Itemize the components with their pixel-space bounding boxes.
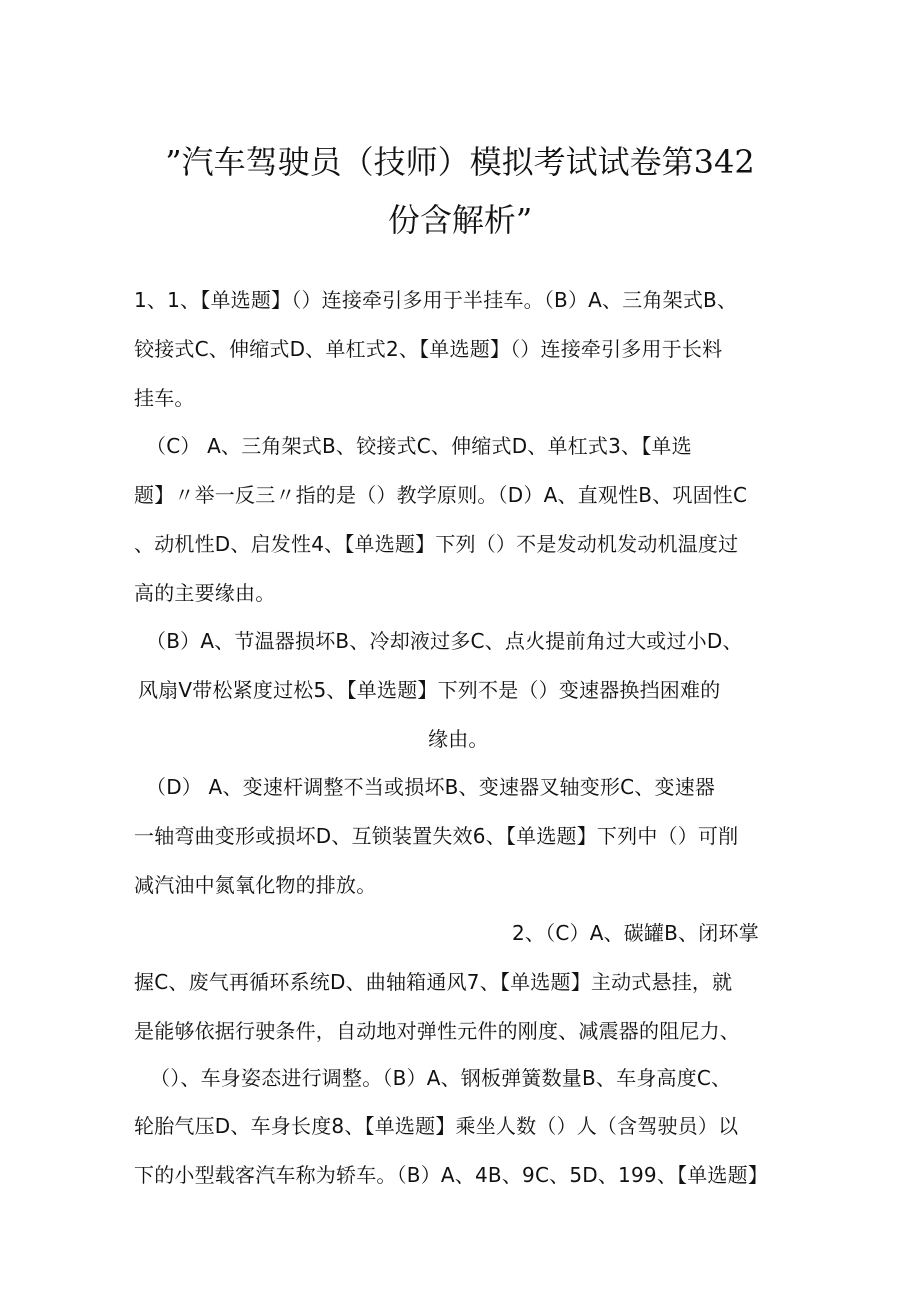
- body-line: 高的主要缘由。: [134, 581, 276, 605]
- body-line: 握C、废气再循环系统D、曲轴箱通风7、【单选题】主动式悬挂，就: [134, 970, 733, 994]
- body-line: 风扇V带松紧度过松5、【单选题】下列不是（）变速器换挡困难的: [138, 678, 721, 702]
- body-line: 、动机性D、启发性4、【单选题】下列（）不是发动机发动机温度过: [134, 532, 739, 556]
- body-line: 2、（C）A、碳罐B、闭环掌: [512, 921, 759, 945]
- body-line: （）、车身姿态进行调整。（B）A、钢板弹簧数量B、车身高度C、: [150, 1066, 732, 1090]
- body-line: 1、1、【单选题】（）连接牵引多用于半挂车。（B）A、三角架式B、: [134, 288, 738, 312]
- body-line: （B）A、节温器损坏B、冷却液过多C、点火提前角过大或过小D、: [146, 629, 743, 653]
- body-line: 题】〃举一反三〃指的是（）教学原则。（D）A、直观性B、巩固性C: [134, 483, 748, 507]
- body-line: 铰接式C、伸缩式D、单杠式2、【单选题】（）连接牵引多用于长料: [134, 337, 723, 361]
- body-line: （D） A、变速杆调整不当或损坏B、变速器叉轴变形C、变速器: [146, 775, 716, 799]
- body-line: 缘由。: [428, 727, 489, 751]
- body-line: 是能够依据行驶条件，自动地对弹性元件的刚度、减震器的阻尼力、: [134, 1019, 740, 1043]
- body-line: （C） A、三角架式B、铰接式C、伸缩式D、单杠式3、【单选: [146, 434, 692, 458]
- document-title-line-1: ”汽车驾驶员（技师）模拟考试试卷第342: [165, 143, 755, 181]
- document-title-line-2: 份含解析”: [387, 201, 533, 239]
- body-line: 轮胎气压D、车身长度8、【单选题】乘坐人数（）人（含驾驶员）以: [134, 1114, 739, 1138]
- body-line: 减汽油中氮氧化物的排放。: [134, 873, 377, 897]
- body-line: 一轴弯曲变形或损坏D、互锁装置失效6、【单选题】下列中（）可削: [134, 824, 739, 848]
- body-line: 下的小型载客汽车称为轿车。（B）A、4B、9C、5D、199、【单选题】: [134, 1163, 769, 1187]
- body-line: 挂车。: [134, 386, 195, 410]
